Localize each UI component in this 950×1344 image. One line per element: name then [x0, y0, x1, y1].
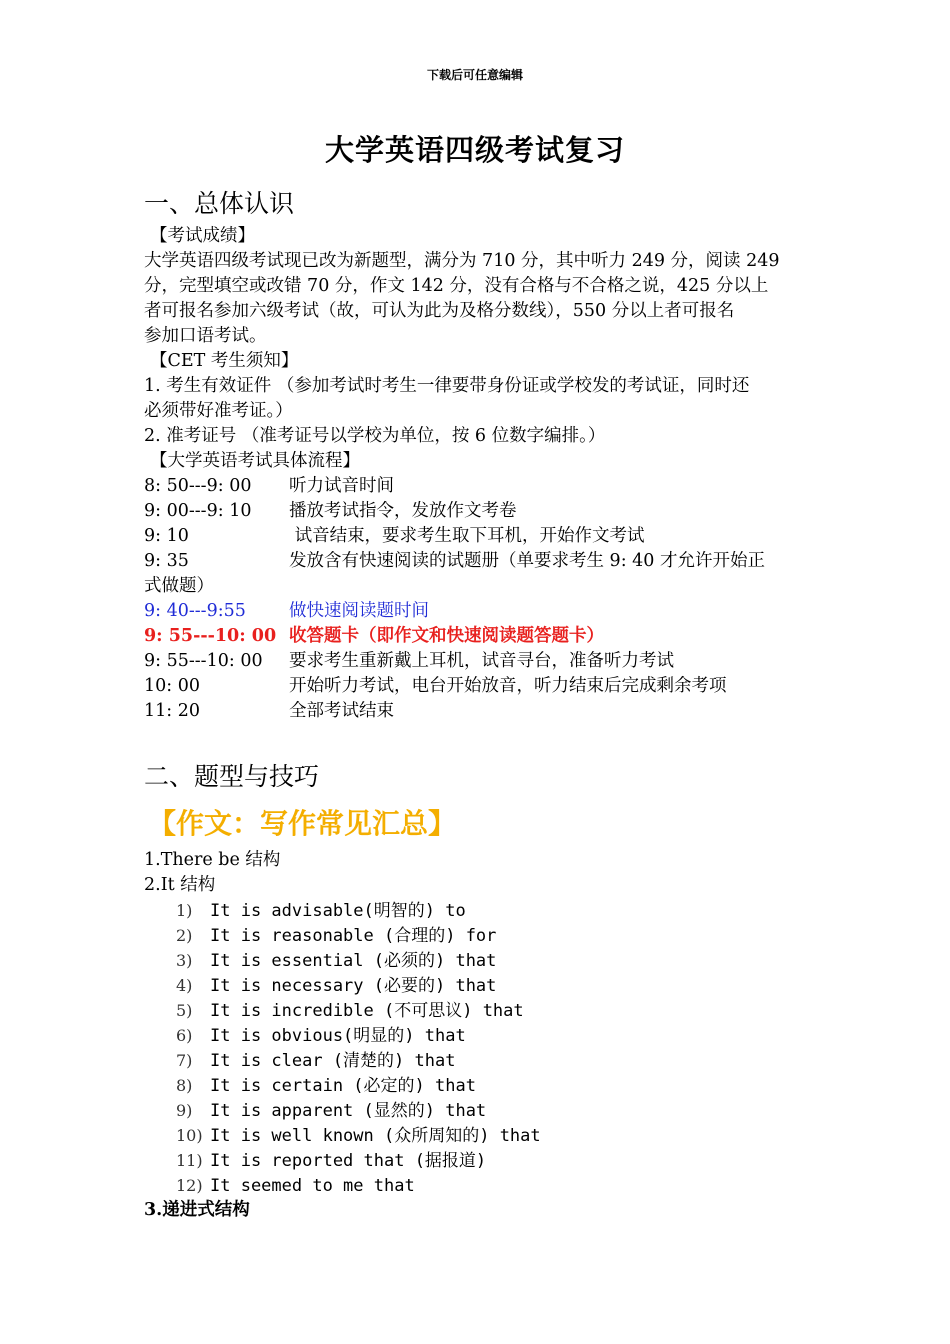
document-title: 大学英语四级考试复习: [324, 133, 625, 167]
flow-time: 10: 00: [144, 676, 200, 696]
flow-desc: 听力试音时间: [289, 476, 394, 496]
list-item: [176, 1123, 541, 1149]
item-number: 7): [176, 1051, 193, 1070]
list-item: [176, 998, 524, 1024]
flow-row-highlight-red: [144, 624, 604, 649]
flow-row-highlight-blue: [144, 599, 429, 624]
flow-row: [144, 674, 727, 699]
item-number: 8): [176, 1076, 193, 1095]
list-item: [176, 1048, 455, 1074]
list-item: [176, 948, 496, 974]
score-label: 【考试成绩】: [150, 226, 255, 246]
essay-heading: 【作文：写作常见汇总】: [148, 807, 457, 840]
flow-time: 9: 55---10: 00: [144, 626, 277, 646]
notice-line-1: 1. 考生有效证件 （参加考试时考生一律要带身份证或学校发的考试证，同时还: [144, 376, 750, 396]
list-item: [176, 1173, 415, 1199]
item-text: It is essential (必须的) that: [210, 951, 497, 971]
flow-time: 9: 40---9:55: [144, 601, 246, 621]
item-number: 2): [176, 926, 193, 945]
item-text: It is clear (清楚的) that: [210, 1051, 456, 1071]
item-number: 9): [176, 1101, 193, 1120]
flow-label: 【大学英语考试具体流程】: [150, 451, 360, 471]
item-text: It seemed to me that: [210, 1176, 415, 1196]
list-item: [176, 1073, 476, 1099]
item-text: It is obvious(明显的) that: [210, 1026, 466, 1046]
notice-line-2: 必须带好准考证。）: [144, 401, 293, 421]
flow-time: 9: 35: [144, 551, 189, 571]
score-line-4: 参加口语考试。: [144, 326, 267, 346]
score-line-1: 大学英语四级考试现已改为新题型，满分为 710 分，其中听力 249 分，阅读 249: [144, 251, 780, 271]
flow-desc: 全部考试结束: [289, 701, 394, 721]
page-header-note: 下载后可任意编辑: [426, 68, 523, 82]
item-number: 12): [176, 1176, 203, 1195]
item-text: It is incredible (不可思议) that: [210, 1001, 524, 1021]
flow-row: [144, 649, 674, 674]
item-text: It is advisable(明智的) to: [210, 901, 466, 921]
notice-label: 【CET 考生须知】: [150, 351, 299, 371]
item-text: It is reported that (据报道): [210, 1151, 487, 1171]
flow-desc: 开始听力考试，电台开始放音，听力结束后完成剩余考项: [289, 676, 727, 696]
flow-row: [144, 699, 394, 724]
flow-desc: 要求考生重新戴上耳机，试音寻台，准备听力考试: [289, 651, 674, 671]
item-text: It is necessary (必要的) that: [210, 976, 497, 996]
flow-row-wrap: [144, 574, 214, 599]
flow-desc: 播放考试指令，发放作文考卷: [289, 501, 517, 521]
structure-it: 2.It 结构: [144, 875, 216, 895]
item-number: 6): [176, 1026, 193, 1045]
item-number: 3): [176, 951, 193, 970]
item-number: 11): [176, 1151, 203, 1170]
section-heading-types: 二、题型与技巧: [144, 762, 320, 791]
flow-row: [144, 499, 517, 524]
flow-desc: 发放含有快速阅读的试题册（单要求考生 9: 40 才允许开始正: [289, 551, 765, 571]
section-heading-overview: 一、总体认识: [144, 189, 295, 218]
flow-row: [144, 549, 765, 574]
flow-time: 式做题）: [144, 576, 214, 596]
structure-progressive: 3.递进式结构: [144, 1200, 250, 1220]
list-item: [176, 1098, 486, 1124]
item-text: It is well known (众所周知的) that: [210, 1126, 541, 1146]
flow-desc: 试音结束，要求考生取下耳机，开始作文考试: [289, 526, 645, 546]
item-text: It is reasonable (合理的) for: [210, 926, 497, 946]
item-number: 10): [176, 1126, 203, 1145]
flow-time: 11: 20: [144, 701, 200, 721]
list-item: [176, 973, 496, 999]
flow-time: 9: 55---10: 00: [144, 651, 263, 671]
item-number: 5): [176, 1001, 193, 1020]
flow-row: [144, 524, 645, 549]
notice-line-3: 2. 准考证号 （准考证号以学校为单位，按 6 位数字编排。）: [144, 426, 606, 446]
item-number: 1): [176, 901, 193, 920]
flow-desc: 做快速阅读题时间: [289, 601, 429, 621]
structure-there-be: 1.There be 结构: [144, 850, 281, 870]
item-text: It is apparent (显然的) that: [210, 1101, 487, 1121]
item-number: 4): [176, 976, 193, 995]
list-item: [176, 1148, 486, 1174]
list-item: [176, 923, 496, 949]
score-line-3: 者可报名参加六级考试（故，可认为此为及格分数线），550 分以上者可报名: [144, 301, 735, 321]
score-line-2: 分，完型填空或改错 70 分，作文 142 分，没有合格与不合格之说，425 分以上: [144, 276, 769, 296]
flow-time: 8: 50---9: 00: [144, 476, 252, 496]
flow-time: 9: 00---9: 10: [144, 501, 252, 521]
flow-time: 9: 10: [144, 526, 189, 546]
flow-row: [144, 474, 394, 499]
flow-desc: 收答题卡（即作文和快速阅读题答题卡）: [289, 626, 604, 646]
list-item: [176, 1023, 466, 1049]
item-text: It is certain (必定的) that: [210, 1076, 476, 1096]
list-item: [176, 898, 466, 924]
